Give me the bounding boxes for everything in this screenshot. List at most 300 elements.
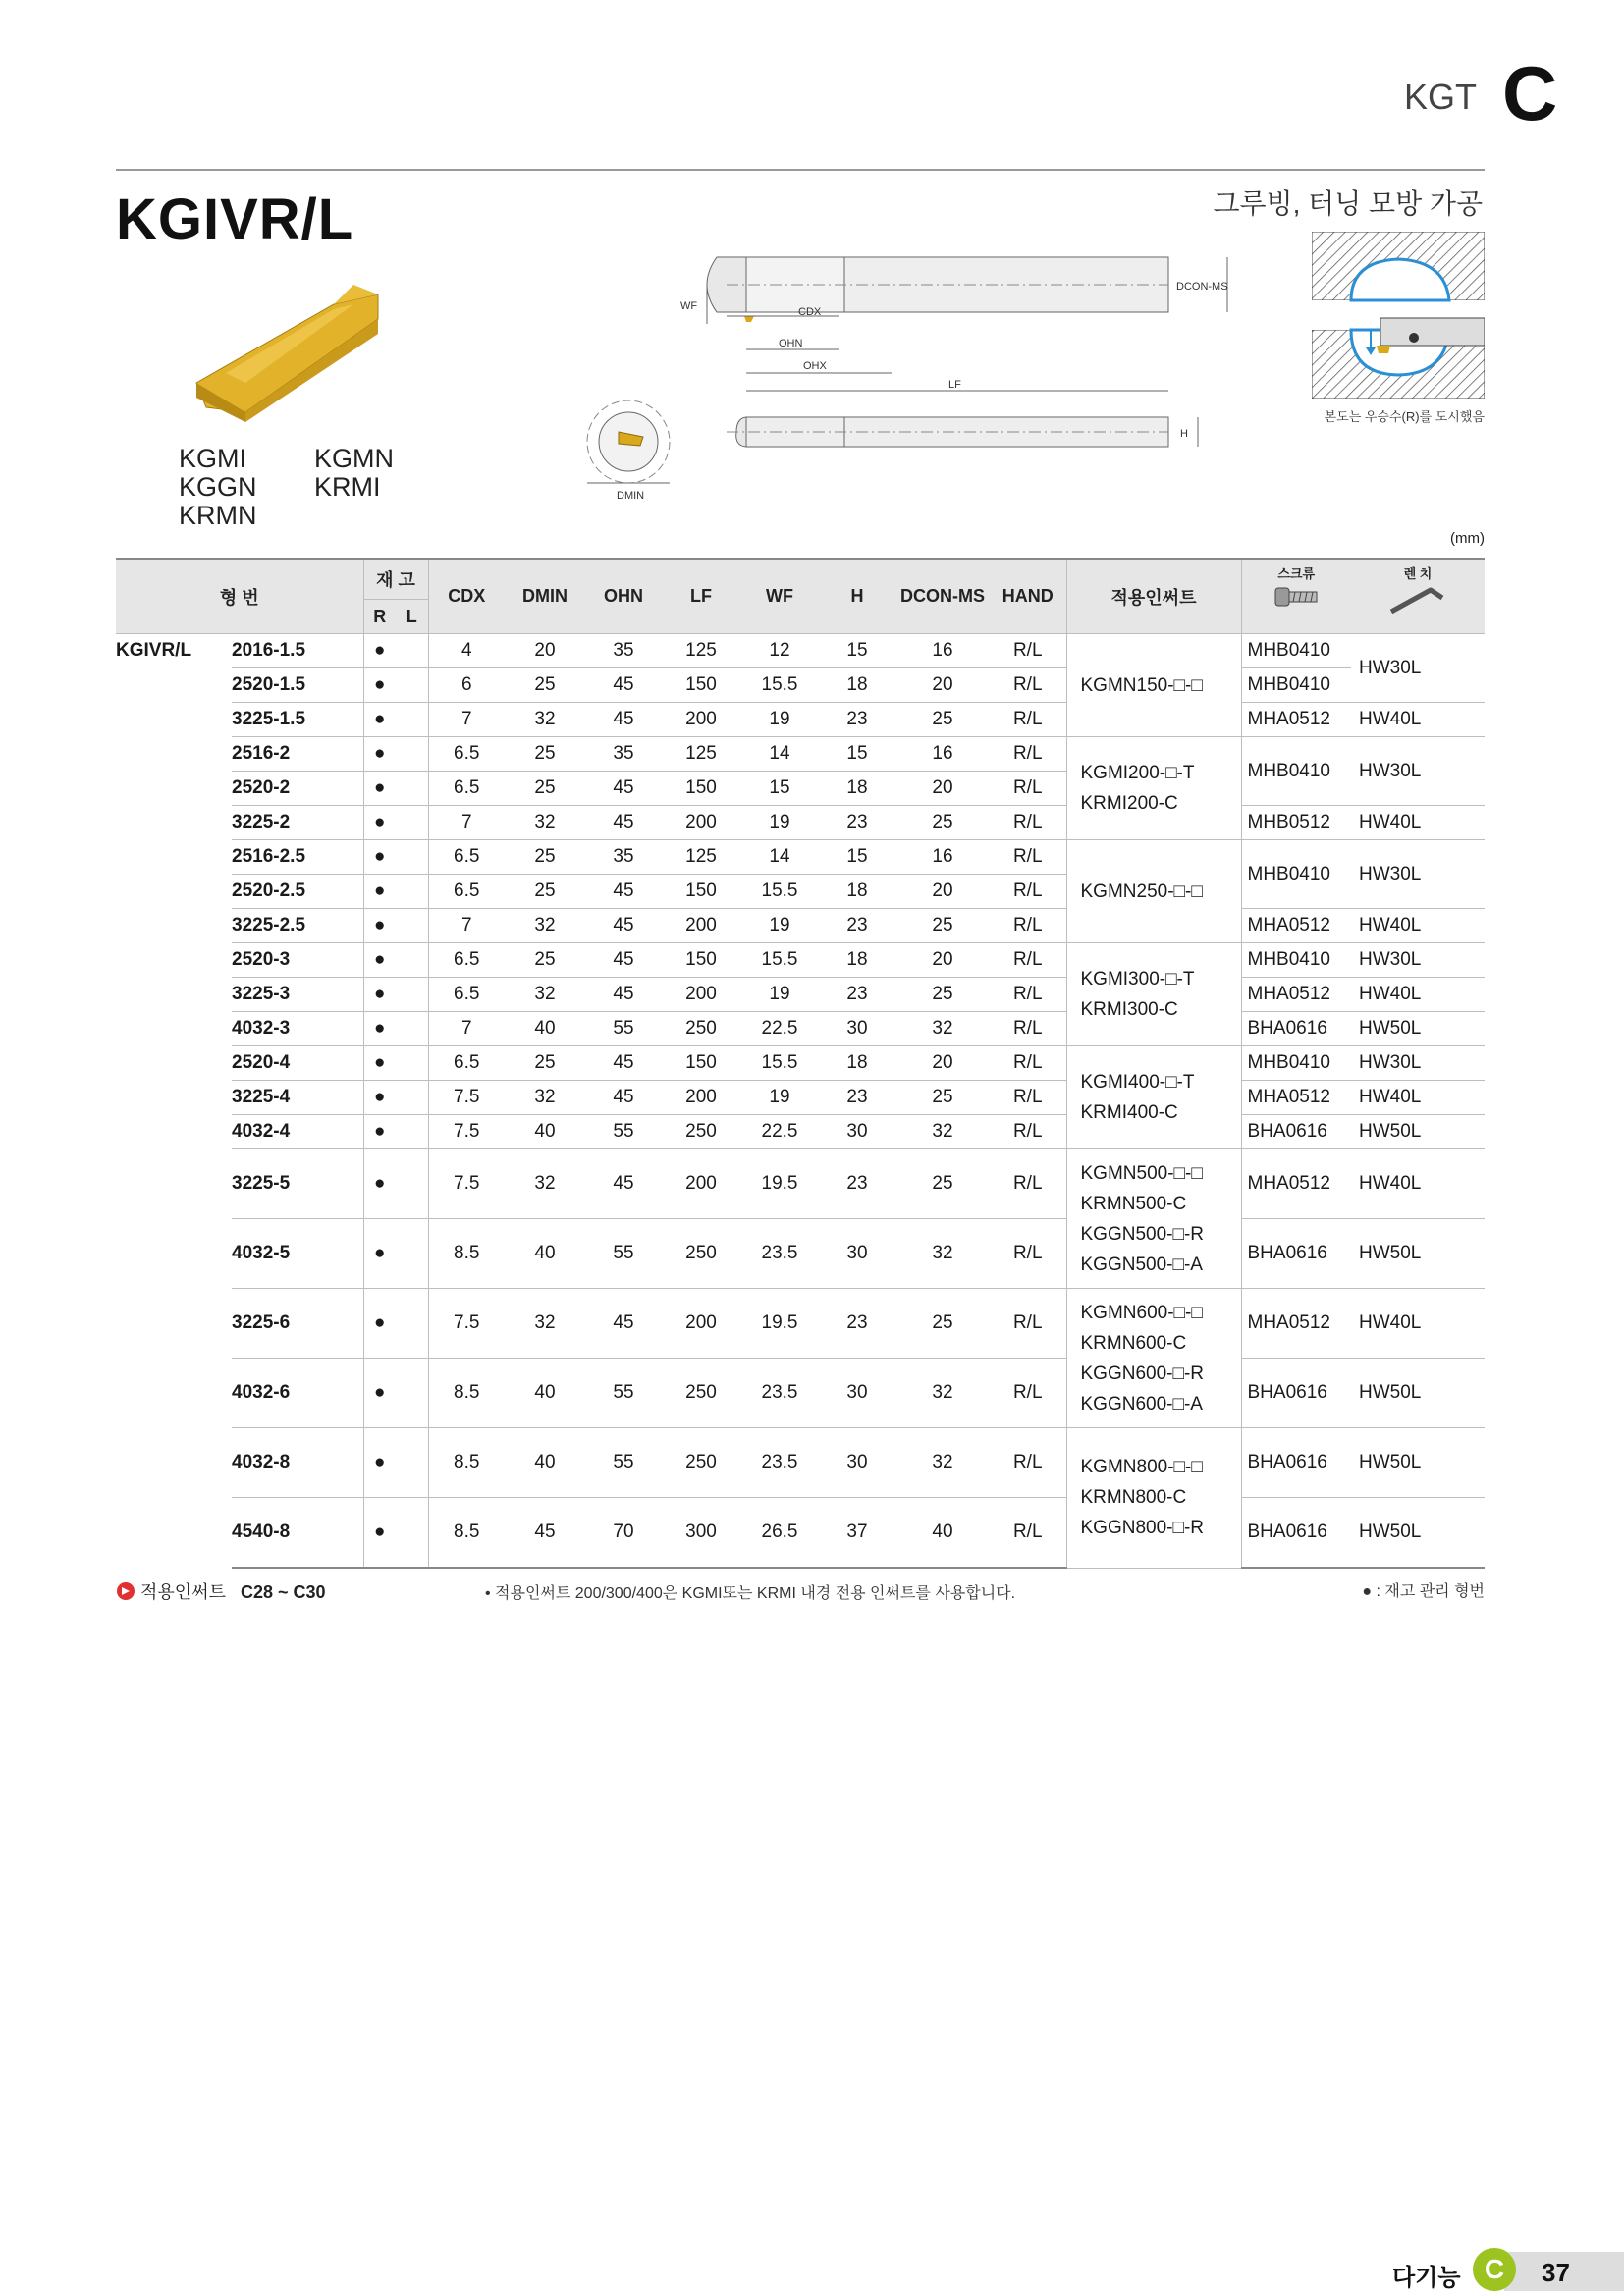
model-number: 2520-4	[232, 1046, 363, 1081]
cell-dmin: 32	[505, 909, 585, 943]
stock-l-marker	[396, 668, 428, 703]
cell-hand: R/L	[990, 1115, 1066, 1149]
model-number: 2016-1.5	[232, 634, 363, 668]
cell-dcon: 20	[895, 772, 990, 806]
cell-dmin: 32	[505, 1289, 585, 1359]
wrench-code: HW50L	[1351, 1359, 1485, 1428]
table-row	[116, 1115, 1485, 1149]
cell-wf: 19.5	[740, 1149, 819, 1219]
wrench-code: HW40L	[1351, 806, 1485, 840]
cell-hand: R/L	[990, 909, 1066, 943]
cell-wf: 26.5	[740, 1498, 819, 1569]
table-row	[116, 1359, 1485, 1428]
cell-dmin: 40	[505, 1012, 585, 1046]
cell-hand: R/L	[990, 668, 1066, 703]
cell-cdx: 8.5	[428, 1498, 505, 1569]
cell-hand: R/L	[990, 943, 1066, 978]
cell-wf: 15.5	[740, 943, 819, 978]
cell-lf: 200	[662, 909, 740, 943]
cell-dcon: 25	[895, 1149, 990, 1219]
wrench-code: HW40L	[1351, 703, 1485, 737]
cell-cdx: 6.5	[428, 840, 505, 875]
insert-name: KRMI	[314, 472, 381, 502]
screw-code: MHA0512	[1241, 978, 1351, 1012]
cell-dcon: 32	[895, 1219, 990, 1289]
cell-lf: 150	[662, 1046, 740, 1081]
cell-lf: 250	[662, 1115, 740, 1149]
header-stock: 재 고	[363, 559, 428, 600]
cell-hand: R/L	[990, 1046, 1066, 1081]
header-ohn: OHN	[585, 559, 662, 634]
insert-image	[187, 275, 393, 432]
insert-reference-pages: C28 ~ C30	[240, 1582, 326, 1602]
cell-hand: R/L	[990, 840, 1066, 875]
model-number: 2516-2.5	[232, 840, 363, 875]
cell-ohn: 45	[585, 772, 662, 806]
applicable-insert	[1066, 1289, 1241, 1428]
cell-dmin: 32	[505, 806, 585, 840]
table-row	[116, 737, 1485, 772]
wrench-code: HW40L	[1351, 978, 1485, 1012]
stock-r-marker: ●	[363, 1289, 396, 1359]
cell-ohn: 45	[585, 1081, 662, 1115]
cell-ohn: 35	[585, 840, 662, 875]
wrench-code: HW50L	[1351, 1428, 1485, 1498]
cell-dcon: 25	[895, 703, 990, 737]
cell-cdx: 6.5	[428, 943, 505, 978]
cell-h: 15	[819, 634, 895, 668]
wrench-code: HW40L	[1351, 1149, 1485, 1219]
stock-l-marker	[396, 806, 428, 840]
tool-dimension-drawing	[579, 236, 1267, 520]
header-insert: 적용인써트	[1066, 559, 1241, 634]
wrench-code: HW40L	[1351, 1289, 1485, 1359]
cell-ohn: 45	[585, 943, 662, 978]
model-number: 2520-2.5	[232, 875, 363, 909]
header-wrench	[1351, 559, 1485, 634]
cell-wf: 23.5	[740, 1359, 819, 1428]
cell-hand: R/L	[990, 1428, 1066, 1498]
insert-code: KRMN500-C	[1080, 1193, 1187, 1214]
cell-dcon: 25	[895, 978, 990, 1012]
wrench-code: HW30L	[1351, 737, 1485, 806]
cell-wf: 19	[740, 703, 819, 737]
header-dcon: DCON-MS	[895, 559, 990, 634]
cell-h: 23	[819, 703, 895, 737]
cell-ohn: 45	[585, 875, 662, 909]
cell-cdx: 8.5	[428, 1428, 505, 1498]
series-name: KGIVR/L	[116, 640, 192, 661]
diagram-note: 본도는 우승수(R)를 도시했음	[1324, 409, 1485, 424]
stock-r-marker: ●	[363, 737, 396, 772]
model-number: 3225-3	[232, 978, 363, 1012]
stock-r-marker: ●	[363, 1149, 396, 1219]
cell-dcon: 32	[895, 1012, 990, 1046]
cell-h: 30	[819, 1428, 895, 1498]
cell-dcon: 25	[895, 806, 990, 840]
header-dmin: DMIN	[505, 559, 585, 634]
cell-dcon: 32	[895, 1359, 990, 1428]
stock-l-marker	[396, 943, 428, 978]
wrench-icon	[1383, 582, 1452, 615]
cell-cdx: 7.5	[428, 1289, 505, 1359]
stock-l-marker	[396, 1115, 428, 1149]
stock-legend: ● : 재고 관리 형번	[1362, 1583, 1485, 1600]
cell-h: 30	[819, 1219, 895, 1289]
insert-code: KRMN800-C	[1080, 1487, 1187, 1509]
cell-ohn: 35	[585, 737, 662, 772]
cell-dcon: 25	[895, 1081, 990, 1115]
cell-lf: 150	[662, 668, 740, 703]
stock-r-marker: ●	[363, 1081, 396, 1115]
cell-dmin: 32	[505, 1149, 585, 1219]
cell-h: 15	[819, 737, 895, 772]
model-number: 3225-2.5	[232, 909, 363, 943]
stock-l-marker	[396, 772, 428, 806]
ohn-label: OHN	[779, 338, 803, 349]
cell-wf: 12	[740, 634, 819, 668]
insert-code: KGGN500-□-A	[1080, 1254, 1203, 1275]
cell-wf: 22.5	[740, 1012, 819, 1046]
cell-hand: R/L	[990, 634, 1066, 668]
cell-cdx: 6.5	[428, 1046, 505, 1081]
cell-dcon: 20	[895, 668, 990, 703]
stock-r-marker: ●	[363, 1498, 396, 1569]
stock-r-marker: ●	[363, 840, 396, 875]
spec-table	[116, 558, 1485, 1569]
cell-ohn: 55	[585, 1359, 662, 1428]
wrench-code: HW50L	[1351, 1012, 1485, 1046]
screw-code: MHA0512	[1241, 1081, 1351, 1115]
wrench-code: HW50L	[1351, 1498, 1485, 1569]
screw-code: BHA0616	[1241, 1498, 1351, 1569]
cell-wf: 15.5	[740, 1046, 819, 1081]
page-title: KGIVR/L	[116, 187, 354, 251]
screw-code: MHB0410	[1241, 737, 1351, 806]
cell-cdx: 6.5	[428, 772, 505, 806]
insert-code: KGMN150-□-□	[1080, 674, 1203, 696]
screw-code: MHA0512	[1241, 909, 1351, 943]
cell-h: 18	[819, 772, 895, 806]
cell-h: 18	[819, 1046, 895, 1081]
cell-dmin: 25	[505, 737, 585, 772]
stock-r-marker: ●	[363, 668, 396, 703]
cell-hand: R/L	[990, 1012, 1066, 1046]
cell-dcon: 20	[895, 875, 990, 909]
header-h: H	[819, 559, 895, 634]
cell-wf: 22.5	[740, 1115, 819, 1149]
cell-h: 18	[819, 668, 895, 703]
cell-lf: 250	[662, 1219, 740, 1289]
header-wrench-label: 렌 치	[1403, 566, 1433, 581]
wf-label: WF	[680, 300, 698, 312]
cell-dcon: 25	[895, 909, 990, 943]
table-row	[116, 840, 1485, 875]
page-section-label: 다기능	[1392, 2265, 1461, 2291]
header-wf: WF	[740, 559, 819, 634]
cell-dcon: 40	[895, 1498, 990, 1569]
cell-hand: R/L	[990, 1081, 1066, 1115]
insert-code: KGMN600-□-□	[1080, 1302, 1203, 1323]
stock-l-marker	[396, 703, 428, 737]
stock-r-marker: ●	[363, 1359, 396, 1428]
insert-code: KGMN800-□-□	[1080, 1457, 1203, 1478]
cell-cdx: 7	[428, 806, 505, 840]
cell-lf: 200	[662, 978, 740, 1012]
cell-lf: 150	[662, 772, 740, 806]
insert-name: KGMN	[314, 444, 394, 473]
cell-cdx: 6.5	[428, 875, 505, 909]
cell-lf: 200	[662, 1289, 740, 1359]
model-number: 3225-2	[232, 806, 363, 840]
insert-code: KGGN600-□-R	[1080, 1362, 1205, 1384]
model-number: 4032-3	[232, 1012, 363, 1046]
wrench-code: HW50L	[1351, 1219, 1485, 1289]
screw-code: MHB0410	[1241, 1046, 1351, 1081]
stock-r-marker: ●	[363, 634, 396, 668]
stock-l-marker	[396, 909, 428, 943]
insert-name: KRMN	[179, 501, 257, 530]
cell-h: 30	[819, 1359, 895, 1428]
cell-lf: 200	[662, 703, 740, 737]
cell-wf: 19	[740, 978, 819, 1012]
insert-reference-label: 적용인써트	[140, 1582, 226, 1602]
table-row	[116, 1012, 1485, 1046]
stock-r-marker: ●	[363, 806, 396, 840]
cell-h: 37	[819, 1498, 895, 1569]
cell-wf: 19.5	[740, 1289, 819, 1359]
insert-code: KGMI200-□-T	[1080, 763, 1195, 783]
cell-dmin: 25	[505, 943, 585, 978]
cell-lf: 125	[662, 634, 740, 668]
applicable-insert	[1066, 943, 1241, 1046]
cell-ohn: 45	[585, 806, 662, 840]
chapter-letter: C	[1502, 50, 1558, 136]
cell-h: 23	[819, 1081, 895, 1115]
cell-cdx: 7	[428, 909, 505, 943]
stock-l-marker	[396, 875, 428, 909]
screw-code: MHA0512	[1241, 1289, 1351, 1359]
table-row	[116, 703, 1485, 737]
cell-cdx: 7	[428, 1012, 505, 1046]
cell-ohn: 45	[585, 1046, 662, 1081]
insert-code: KRMI400-C	[1080, 1102, 1178, 1123]
stock-r-marker: ●	[363, 875, 396, 909]
table-row	[116, 1149, 1485, 1219]
model-number: 3225-1.5	[232, 703, 363, 737]
cell-h: 30	[819, 1115, 895, 1149]
stock-r-marker: ●	[363, 1012, 396, 1046]
cell-hand: R/L	[990, 875, 1066, 909]
stock-r-marker: ●	[363, 1219, 396, 1289]
wrench-code: HW30L	[1351, 840, 1485, 909]
cell-cdx: 8.5	[428, 1359, 505, 1428]
cell-ohn: 55	[585, 1012, 662, 1046]
cell-h: 23	[819, 1289, 895, 1359]
cell-wf: 15	[740, 772, 819, 806]
cell-hand: R/L	[990, 978, 1066, 1012]
table-row	[116, 909, 1485, 943]
cell-lf: 200	[662, 1081, 740, 1115]
cell-dcon: 16	[895, 634, 990, 668]
model-number: 3225-5	[232, 1149, 363, 1219]
cell-ohn: 45	[585, 978, 662, 1012]
screw-code: BHA0616	[1241, 1359, 1351, 1428]
screw-code: MHB0512	[1241, 806, 1351, 840]
cell-dcon: 20	[895, 1046, 990, 1081]
cell-hand: R/L	[990, 772, 1066, 806]
cell-dmin: 32	[505, 703, 585, 737]
cell-ohn: 45	[585, 909, 662, 943]
model-number: 2520-1.5	[232, 668, 363, 703]
unit-label: (mm)	[1450, 530, 1485, 547]
header-model: 형 번	[116, 559, 363, 634]
stock-l-marker	[396, 1149, 428, 1219]
screw-code: BHA0616	[1241, 1219, 1351, 1289]
header-cdx: CDX	[428, 559, 505, 634]
stock-l-marker	[396, 1498, 428, 1569]
cell-wf: 14	[740, 840, 819, 875]
insert-name: KGGN	[179, 472, 257, 502]
cell-hand: R/L	[990, 1289, 1066, 1359]
model-number: 2516-2	[232, 737, 363, 772]
cell-dcon: 20	[895, 943, 990, 978]
cell-lf: 150	[662, 875, 740, 909]
stock-l-marker	[396, 840, 428, 875]
cell-lf: 125	[662, 737, 740, 772]
cell-h: 23	[819, 806, 895, 840]
stock-r-marker: ●	[363, 1115, 396, 1149]
page-subtitle: 그루빙, 터닝 모방 가공	[1213, 188, 1483, 219]
model-number: 4540-8	[232, 1498, 363, 1569]
applicable-insert	[1066, 1149, 1241, 1289]
cell-lf: 250	[662, 1012, 740, 1046]
applicable-insert	[1066, 840, 1241, 943]
stock-l-marker	[396, 1081, 428, 1115]
cell-wf: 15.5	[740, 875, 819, 909]
cell-h: 15	[819, 840, 895, 875]
insert-reference	[116, 1578, 326, 1604]
cell-dmin: 20	[505, 634, 585, 668]
cell-hand: R/L	[990, 806, 1066, 840]
cell-dcon: 16	[895, 737, 990, 772]
cell-lf: 125	[662, 840, 740, 875]
model-number: 3225-4	[232, 1081, 363, 1115]
screw-code: MHB0410	[1241, 668, 1351, 703]
stock-l-marker	[396, 1046, 428, 1081]
ohx-label: OHX	[803, 360, 827, 372]
cell-hand: R/L	[990, 1359, 1066, 1428]
cell-dmin: 25	[505, 668, 585, 703]
reference-arrow-icon	[116, 1581, 135, 1601]
model-number: 2520-2	[232, 772, 363, 806]
section-label: KGT	[1404, 77, 1478, 117]
header-screw-label: 스크류	[1277, 566, 1316, 581]
model-number: 3225-6	[232, 1289, 363, 1359]
screw-code: BHA0616	[1241, 1428, 1351, 1498]
cell-wf: 19	[740, 806, 819, 840]
screw-code: MHA0512	[1241, 703, 1351, 737]
cell-dcon: 32	[895, 1428, 990, 1498]
insert-code: KGMN250-□-□	[1080, 881, 1203, 902]
stock-l-marker	[396, 737, 428, 772]
cell-h: 23	[819, 909, 895, 943]
header-stock-r: R	[363, 600, 396, 634]
insert-name: KGMI	[179, 444, 247, 473]
insert-code: KGGN800-□-R	[1080, 1518, 1205, 1539]
cell-cdx: 6.5	[428, 978, 505, 1012]
insert-note: • 적용인써트 200/300/400은 KGMI또는 KRMI 내경 전용 인써트를 사용합니다.	[485, 1585, 1016, 1602]
cell-cdx: 8.5	[428, 1219, 505, 1289]
screw-code: BHA0616	[1241, 1115, 1351, 1149]
cell-cdx: 4	[428, 634, 505, 668]
cell-cdx: 7.5	[428, 1115, 505, 1149]
screw-code: MHB0410	[1241, 943, 1351, 978]
table-row	[116, 1081, 1485, 1115]
cell-wf: 14	[740, 737, 819, 772]
stock-r-marker: ●	[363, 772, 396, 806]
cell-ohn: 35	[585, 634, 662, 668]
model-number: 2520-3	[232, 943, 363, 978]
table-row	[116, 1219, 1485, 1289]
wrench-code: HW30L	[1351, 634, 1485, 703]
header-rule	[116, 169, 1485, 171]
applicable-insert	[1066, 634, 1241, 737]
header-screw	[1241, 559, 1351, 634]
table-row	[116, 1289, 1485, 1359]
cell-ohn: 45	[585, 703, 662, 737]
cell-wf: 19	[740, 909, 819, 943]
cell-cdx: 7	[428, 703, 505, 737]
header-stock-l: L	[396, 600, 428, 634]
cell-cdx: 6.5	[428, 737, 505, 772]
cell-ohn: 55	[585, 1115, 662, 1149]
cell-dcon: 16	[895, 840, 990, 875]
screw-code: MHB0410	[1241, 840, 1351, 909]
model-number: 4032-8	[232, 1428, 363, 1498]
stock-r-marker: ●	[363, 1046, 396, 1081]
wrench-code: HW40L	[1351, 909, 1485, 943]
stock-l-marker	[396, 1219, 428, 1289]
cell-lf: 300	[662, 1498, 740, 1569]
cell-dmin: 32	[505, 1081, 585, 1115]
cell-ohn: 55	[585, 1219, 662, 1289]
insert-code: KGGN600-□-A	[1080, 1393, 1203, 1415]
cell-dmin: 32	[505, 978, 585, 1012]
table-row	[116, 634, 1485, 668]
table-row	[116, 1428, 1485, 1498]
cell-cdx: 7.5	[428, 1081, 505, 1115]
cell-dmin: 40	[505, 1115, 585, 1149]
cell-lf: 250	[662, 1428, 740, 1498]
wrench-code: HW30L	[1351, 943, 1485, 978]
page-chapter-badge: C	[1473, 2248, 1516, 2291]
model-number: 4032-6	[232, 1359, 363, 1428]
table-row	[116, 806, 1485, 840]
cell-lf: 150	[662, 943, 740, 978]
cell-dmin: 25	[505, 1046, 585, 1081]
cell-h: 30	[819, 1012, 895, 1046]
stock-r-marker: ●	[363, 909, 396, 943]
cell-lf: 250	[662, 1359, 740, 1428]
cell-dmin: 40	[505, 1219, 585, 1289]
table-row	[116, 943, 1485, 978]
insert-code: KGGN500-□-R	[1080, 1223, 1205, 1245]
cell-h: 18	[819, 875, 895, 909]
cell-dmin: 25	[505, 772, 585, 806]
stock-r-marker: ●	[363, 703, 396, 737]
dcon-label: DCON-MS	[1176, 281, 1228, 293]
